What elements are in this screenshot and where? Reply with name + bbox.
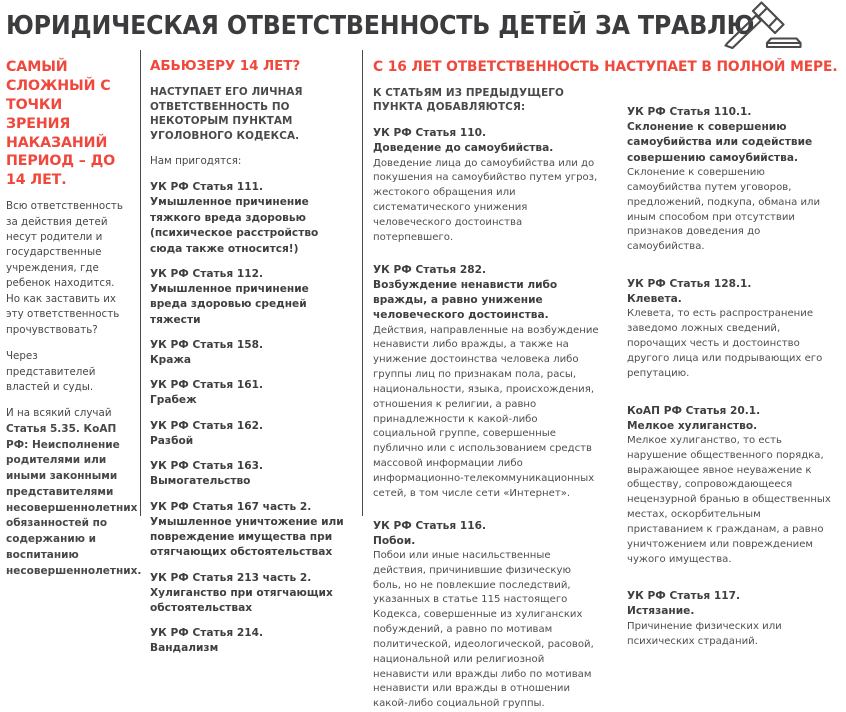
list-item <box>150 459 348 489</box>
col1-heading: САМЫЙ СЛОЖНЫЙ С ТОЧКИ ЗРЕНИЯ НАКАЗАНИЙ ПЕРИОД – ДО 14 ЛЕТ. <box>6 59 116 189</box>
column-age-16-continued <box>614 50 846 647</box>
entry-name: Побои. <box>373 534 416 547</box>
columns-container <box>0 50 846 710</box>
entry-title: УК РФ Статья 213 часть 2. <box>150 571 312 584</box>
entry-name: Умышленное причинение тяжкого вреда здоровью (психическое расстройство сюда также относится!) <box>150 196 319 255</box>
list-item <box>373 263 602 502</box>
entry-description: Действия, направленные на возбуждение ненависти либо вражды, а также на унижение достоинства человека либо группы лиц по признакам пола, расы, национальности, языка, происхождения, отношения к религии, а равно принадлежности к какой-либо социальной группе, совершенные публично или с использованием средств массовой информации либо информационно-телекоммуникационных сетей, в том числе сети «Интернет». <box>373 324 599 499</box>
entry-title: УК РФ Статья 110.1. <box>627 106 752 118</box>
entry-name: Грабеж <box>150 394 197 407</box>
entry-name: Вандализм <box>150 642 219 655</box>
entry-title: УК РФ Статья 163. <box>150 460 264 473</box>
entry-name: Умышленное уничтожение или повреждение имущества при отягчающих обстоятельствах <box>150 515 344 559</box>
entry-name: Хулиганство при отягчающих обстоятельствах <box>150 586 333 615</box>
entry-name: Склонение к совершению самоубийства или содействие совершению самоубийства. <box>627 121 813 164</box>
list-item <box>150 267 348 328</box>
col3-heading: С 16 ЛЕТ ОТВЕТСТВЕННОСТЬ НАСТУПАЕТ В ПОЛНОЙ МЕРЕ. <box>373 59 838 75</box>
entry-title: УК РФ Статья 112. <box>150 267 264 280</box>
entry-title: УК РФ Статья 110. <box>373 127 487 140</box>
list-item <box>627 589 840 649</box>
entry-title: УК РФ Статья 161. <box>150 379 264 392</box>
list-item <box>150 571 348 617</box>
col1-paragraph-3: И на всякий случай <box>6 407 112 420</box>
entry-title: УК РФ Статья 111. <box>150 181 264 194</box>
entry-description: Побои или иные насильственные действия, причинившие физическую боль, но не повлекшие последствий, указанных в статье 115 настоящего Кодекса, совершенные из хулиганских побуждений, а равно по мотивам политической, идеологической, расовой, национальной или религиозной ненависти или вражды либо по мотивам ненависти или вражды в отношении какой-либо социальной группы. <box>373 549 594 710</box>
entry-name: Доведение до самоубийства. <box>373 142 554 155</box>
column-under-14 <box>0 50 142 577</box>
list-item <box>373 126 602 245</box>
entry-name: Мелкое хулиганство. <box>627 419 758 432</box>
gavel-icon <box>716 0 824 50</box>
col3-subhead: К СТАТЬЯМ ИЗ ПРЕДЫДУЩЕГО ПУНКТА ДОБАВЛЯЮТСЯ: <box>373 86 564 114</box>
page-header <box>0 0 846 50</box>
entry-title: УК РФ Статья 116. <box>373 519 487 532</box>
col1-paragraph-2: Через представителей властей и суды. <box>6 350 96 393</box>
entry-name: Вымогательство <box>150 475 251 488</box>
entry-title: УК РФ Статья 167 часть 2. <box>150 500 312 513</box>
entry-name: Умышленное причинение вреда здоровью средней тяжести <box>150 282 309 326</box>
list-item <box>627 277 840 382</box>
entry-title: УК РФ Статья 117. <box>627 590 741 603</box>
entry-name: Истязание. <box>627 605 695 618</box>
entry-description: Мелкое хулиганство, то есть нарушение общественного порядка, выражающее явное неуважение к обществу, сопровождающееся нецензурной бранью в общественных местах, оскорбительным приставанием к гражданам, а равно уничтожением или повреждением чужого имущества. <box>627 435 831 565</box>
column-age-14 <box>140 50 362 655</box>
list-item <box>150 378 348 408</box>
list-item <box>627 105 840 255</box>
entry-title: УК РФ Статья 162. <box>150 419 264 432</box>
list-item <box>150 180 348 256</box>
entry-title: УК РФ Статья 282. <box>373 263 487 276</box>
list-item <box>627 404 840 568</box>
entry-title: УК РФ Статья 158. <box>150 339 264 352</box>
col1-paragraph-4: Статья 5.35. КоАП РФ: Неисполнение родителями или иными законными представителями несовершеннолетних обязанностей по содержанию и воспитанию несовершеннолетних. <box>6 422 142 577</box>
list-item <box>150 419 348 449</box>
list-item <box>150 500 348 561</box>
col2-subhead: НАСТУПАЕТ ЕГО ЛИЧНАЯ ОТВЕТСТВЕННОСТЬ ПО НЕКОТОРЫМ ПУНКТАМ УГОЛОВНОГО КОДЕКСА. <box>150 85 303 143</box>
entry-name: Разбой <box>150 434 194 447</box>
entry-title: УК РФ Статья 128.1. <box>627 278 752 291</box>
col1-paragraph-1: Всю ответственность за действия детей несут родители и государственные учреждения, где ребенок находится. Но как заставить их эту ответственность прочувствовать? <box>6 200 123 336</box>
list-item <box>150 626 348 656</box>
col2-heading: АБЬЮЗЕРУ 14 ЛЕТ? <box>150 58 301 74</box>
entry-name: Возбуждение ненависти либо вражды, а равно унижение человеческого достоинства. <box>373 278 558 322</box>
list-item <box>150 338 348 368</box>
entry-description: Доведение лица до самоубийства или до покушения на самоубийство путем угроз, жестокого обращения или систематического унижения человеческого достоинства потерпевшего. <box>373 157 598 243</box>
list-item <box>373 519 602 712</box>
entry-name: Кража <box>150 354 192 367</box>
entry-description: Причинение физических или психических страданий. <box>627 620 782 647</box>
col2-intro: Нам пригодятся: <box>150 155 242 168</box>
entry-description: Склонение к совершению самоубийства путем уговоров, предложений, подкупа, обмана или иным способом при отсутствии признаков доведения до самоубийства. <box>627 167 821 253</box>
entry-title: КоАП РФ Статья 20.1. <box>627 404 761 417</box>
page-title: ЮРИДИЧЕСКАЯ ОТВЕТСТВЕННОСТЬ ДЕТЕЙ ЗА ТРАВЛЮ <box>6 11 755 41</box>
entry-title: УК РФ Статья 214. <box>150 627 264 640</box>
entry-description: Клевета, то есть распространение заведомо ложных сведений, порочащих честь и достоинство другого лица или подрывающих его репутацию. <box>627 308 823 379</box>
entry-name: Клевета. <box>627 293 682 306</box>
